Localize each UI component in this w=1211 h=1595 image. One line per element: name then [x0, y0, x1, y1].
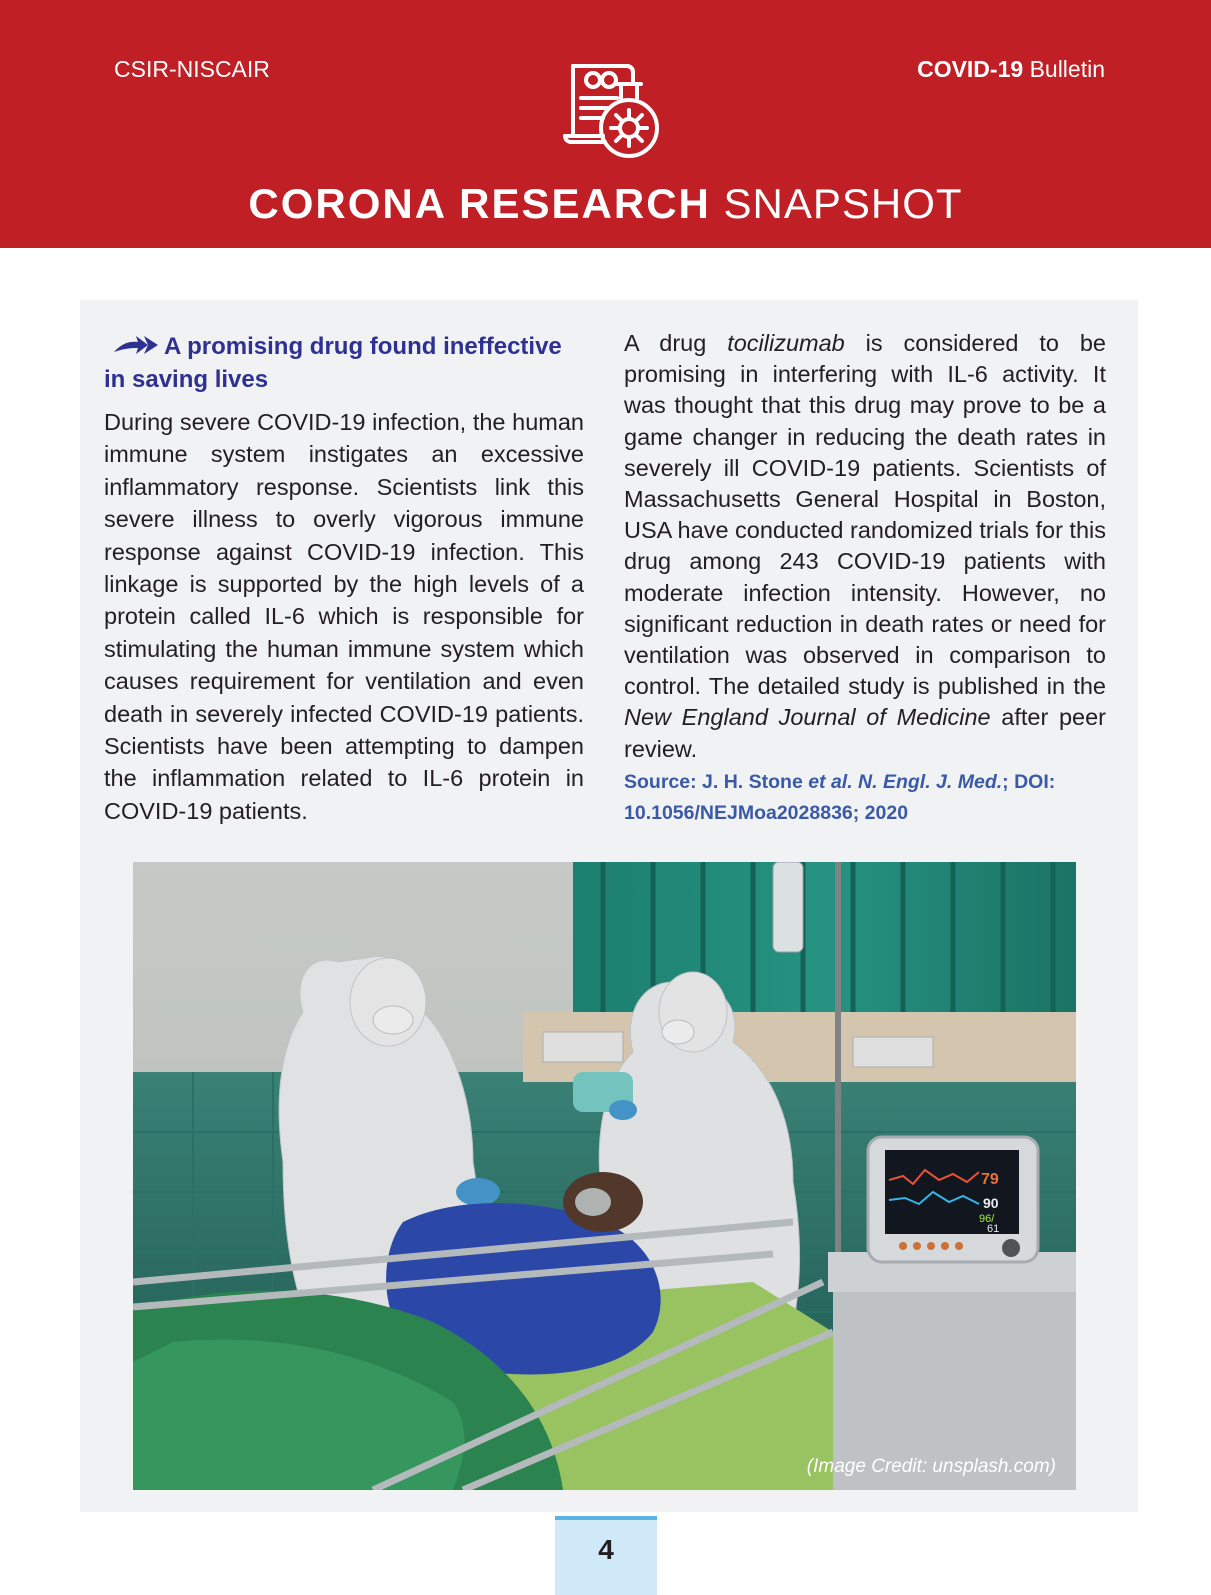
bulletin-bold: COVID-19 [917, 56, 1024, 82]
drug-name: tocilizumab [727, 330, 845, 356]
page-title [0, 180, 1211, 228]
source-citation [624, 767, 1106, 829]
title-rest: SNAPSHOT [723, 180, 963, 227]
org-name: CSIR-NISCAIR [114, 56, 270, 82]
page-number: 4 [598, 1534, 614, 1565]
lab-research-virus-icon [563, 58, 667, 158]
source-text-a: Source: J. H. Stone [624, 770, 809, 793]
article-heading [104, 330, 584, 396]
monitor-bp-a: 96/ [979, 1213, 995, 1225]
double-arrow-icon [112, 333, 160, 357]
source-text-b: ; DOI: 10.1056/NEJMoa2028836; 2020 [624, 770, 1056, 824]
source-etal: et al. N. Engl. J. Med. [808, 770, 1003, 793]
title-bold: CORONA RESEARCH [248, 180, 711, 227]
right-paragraph [624, 328, 1106, 765]
article-heading-text: A promising drug found ineffective in saving lives [104, 333, 562, 393]
article-right-column [624, 328, 1106, 829]
bulletin-label [917, 56, 1105, 83]
monitor-hr: 79 [981, 1171, 999, 1188]
image-credit: (Image Credit: unsplash.com) [806, 1456, 1056, 1477]
monitor-spo2: 90 [983, 1195, 999, 1211]
page-number-box [555, 1516, 657, 1595]
right-text-c: after peer review. [624, 704, 1107, 762]
left-paragraph: During severe COVID-19 infection, the human immune system instigates an excessive inflammatory response. Scientists link this severe illness to overly vigorous immune response against COVID-19 infection. This linkage is supported by the high levels of a protein called IL-6 which is responsible for stimulating the human immune system which causes requirement for ventilation and even death in severely infected COVID-19 patients. Scientists have been attempting to dampen the inflammation related to IL-6 protein in COVID-19 patients. [104, 409, 584, 824]
article-left-column [104, 330, 584, 827]
journal-name: New England Journal of Medicine [624, 704, 991, 731]
right-text-b: is considered to be promising in interfering with IL-6 activity. It was thought that this drug may prove to be a game changer in reducing the death rates in severely ill COVID-19 patients. Scientists of Massachusetts General Hospital in Boston, USA have conducted randomized trials for this drug among 243 COVID-19 patients with moderate infection intensity. However, no significant reduction in death rates or need for ventilation was observed in comparison to control. The detailed study is published in the [624, 330, 1107, 700]
icu-photo [133, 862, 1076, 1490]
monitor-bp-b: 61 [987, 1223, 1000, 1235]
bulletin-rest: Bulletin [1029, 56, 1105, 82]
header-banner [0, 0, 1211, 248]
right-text-a: A drug [624, 330, 728, 356]
icu-photo-illustration [133, 862, 1076, 1490]
